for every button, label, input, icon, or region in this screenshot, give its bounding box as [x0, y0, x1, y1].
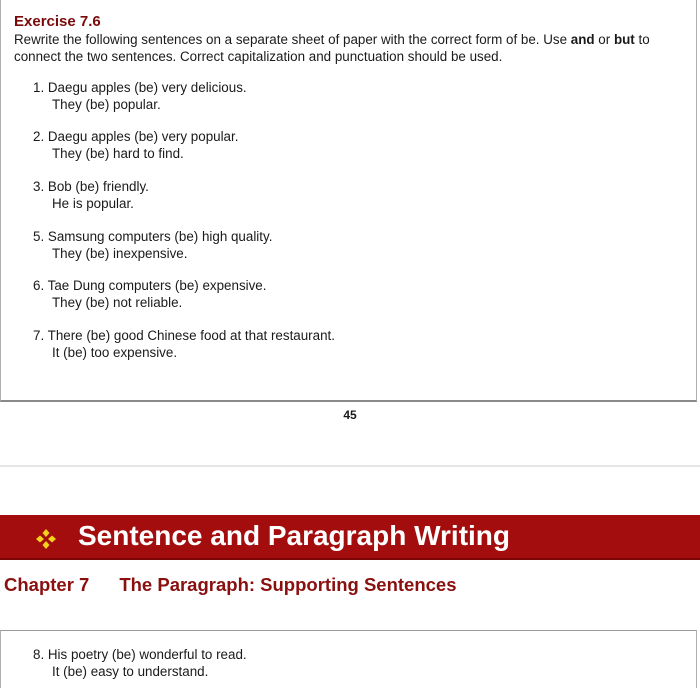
item-sentence-2: It (be) too expensive.: [52, 344, 178, 360]
exercise-item: [33, 647, 247, 680]
chapter-title: The Paragraph: Supporting Sentences: [119, 574, 457, 595]
item-sentence-2: He is popular.: [52, 195, 134, 211]
section-banner: [0, 515, 700, 560]
item-sentence-1: 1. Daegu apples (be) very delicious.: [33, 80, 247, 95]
exercise-item: [33, 80, 247, 113]
item-sentence-2: They (be) not reliable.: [52, 294, 183, 310]
chapter-label: Chapter 7: [4, 574, 90, 595]
item-sentence-1: 3. Bob (be) friendly.: [33, 179, 149, 194]
instructions-text-3: to connect the two sentences. Correct capitalization and punctuation should be used.: [14, 32, 650, 64]
exercise-item: [33, 179, 149, 212]
item-sentence-1: 6. Tae Dung computers (be) expensive.: [33, 278, 267, 293]
instructions-text-1: Rewrite the following sentences on a separate sheet of paper with the correct form of be. Use: [14, 32, 571, 47]
item-sentence-1: 8. His poetry (be) wonderful to read.: [33, 647, 247, 662]
exercise-item: [33, 229, 272, 262]
page-divider: [0, 465, 700, 467]
exercise-item: [33, 129, 238, 162]
item-sentence-2: They (be) inexpensive.: [52, 245, 188, 261]
instructions-bold-and: and: [570, 32, 595, 47]
item-sentence-1: 2. Daegu apples (be) very popular.: [33, 129, 239, 144]
chapter-heading: [4, 574, 457, 596]
item-sentence-2: It (be) easy to understand.: [52, 663, 209, 679]
four-diamond-icon: [36, 529, 56, 549]
exercise-item: [33, 328, 335, 361]
exercise-title: Exercise 7.6: [14, 13, 101, 30]
item-sentence-1: 7. There (be) good Chinese food at that restaurant.: [33, 328, 335, 343]
instructions-text-2: or: [594, 32, 614, 47]
item-sentence-2: They (be) popular.: [52, 96, 161, 112]
item-sentence-2: They (be) hard to find.: [52, 145, 184, 161]
item-sentence-1: 5. Samsung computers (be) high quality.: [33, 229, 273, 244]
page-number: 45: [343, 408, 357, 422]
exercise-box-continued: [0, 630, 697, 688]
instructions-bold-but: but: [613, 32, 635, 47]
banner-title: Sentence and Paragraph Writing: [78, 520, 511, 551]
exercise-item: [33, 278, 266, 311]
exercise-instructions: [14, 31, 690, 65]
